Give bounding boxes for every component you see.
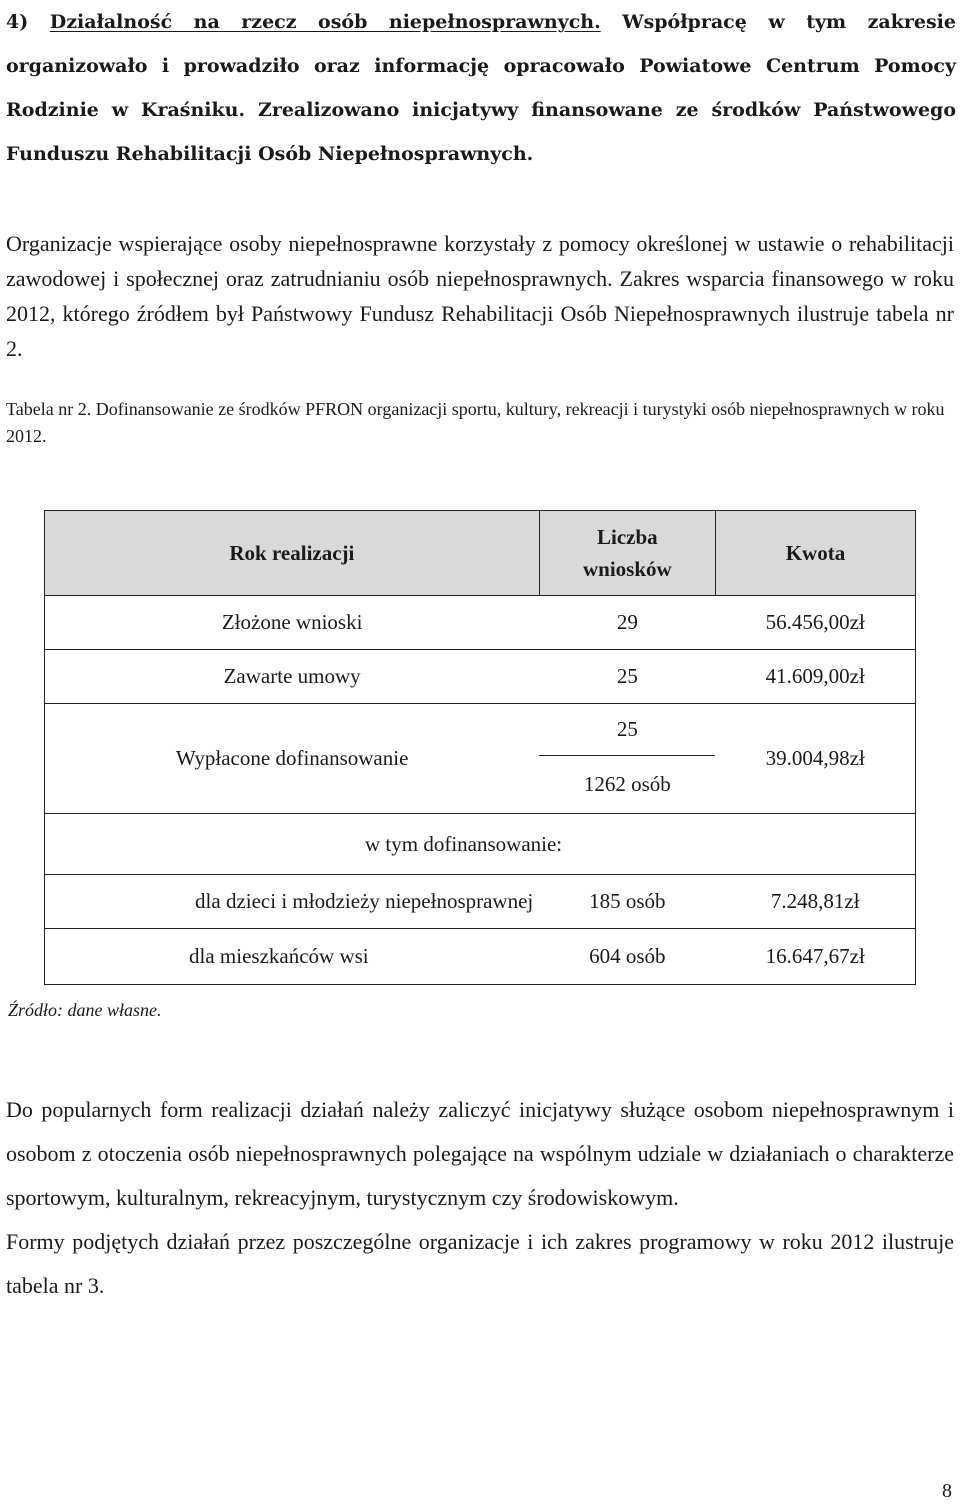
header-amount: Kwota — [715, 511, 915, 596]
subheader-including: w tym dofinansowanie: — [45, 814, 916, 875]
paragraph-popular-forms: Do popularnych form realizacji działań należy zaliczyć inicjatywy służące osobom niepełnosprawnym i osobom z otoczenia osób niepełnosprawnych polegające na wspólnym udziale w działaniach o charakterze sportowym, kulturalnym, rekreacyjnym, turystycznym czy środowiskowym. — [6, 1097, 954, 1210]
page-number: 8 — [942, 1480, 952, 1502]
section-title: Działalność na rzecz osób niepełnosprawnych. — [49, 11, 601, 33]
header-applications — [539, 511, 715, 596]
row-label: Złożone wnioski — [45, 596, 540, 650]
section-number: 4) — [6, 11, 29, 33]
row-count: 25 — [539, 650, 715, 704]
source-note: Źródło: dane własne. — [8, 1000, 162, 1020]
table-row-paid-top — [45, 704, 916, 756]
pfron-funding-table — [44, 510, 916, 985]
row-count: 185 osób — [539, 875, 715, 929]
row-label: dla mieszkańców wsi — [45, 929, 540, 985]
table-row — [45, 596, 916, 650]
row-label: dla dzieci i młodzieży niepełnosprawnej — [45, 875, 540, 929]
paid-count-persons: 1262 osób — [583, 772, 671, 796]
section-intro: Współpracę w tym zakresie organizowało i prowadziło oraz informację opracowało Powiatowe Centrum Pomocy Rodzinie w Kraśniku. Zrealizowano inicjatywy finansowane ze środków Państwowego Funduszu Rehabilitacji Osób Niepełnosprawnych. — [6, 11, 956, 165]
table-subheader-row — [45, 814, 916, 875]
paid-amount: 39.004,98zł — [715, 704, 915, 814]
paragraph-pfron-support: Organizacje wspierające osoby niepełnosprawne korzystały z pomocy określonej w ustawie o rehabilitacji zawodowej i społecznej oraz zatrudnianiu osób niepełnosprawnych. Zakres wsparcia finansowego w roku 2012, którego źródłem był Państwowy Fundusz Rehabilitacji Osób Niepełnosprawnych ilustruje tabela nr 2. — [6, 231, 954, 361]
paid-label: Wypłacone dofinansowanie — [45, 704, 540, 814]
paid-count-applications: 25 — [539, 704, 715, 756]
header-year: Rok realizacji — [45, 511, 540, 596]
row-amount: 16.647,67zł — [715, 929, 915, 985]
table-row — [45, 929, 916, 985]
row-amount: 56.456,00zł — [715, 596, 915, 650]
table-row — [45, 650, 916, 704]
row-count: 29 — [539, 596, 715, 650]
table-row — [45, 875, 916, 929]
table-header-row — [45, 511, 916, 596]
row-count: 604 osób — [539, 929, 715, 985]
table-caption: Tabela nr 2. Dofinansowanie ze środków PFRON organizacji sportu, kultury, rekreacji i turystyki osób niepełnosprawnych w roku 2012. — [6, 399, 945, 446]
header-applications-line2: wniosków — [583, 557, 672, 581]
header-applications-line1: Liczba — [597, 525, 658, 549]
paragraph-activity-forms — [6, 1088, 954, 1308]
row-label: Zawarte umowy — [45, 650, 540, 704]
paragraph-table3-reference: Formy podjętych działań przez poszczególne organizacje i ich zakres programowy w roku 2012 ilustruje tabela nr 3. — [6, 1229, 954, 1298]
row-amount: 41.609,00zł — [715, 650, 915, 704]
row-amount: 7.248,81zł — [715, 875, 915, 929]
section-heading — [6, 0, 956, 176]
